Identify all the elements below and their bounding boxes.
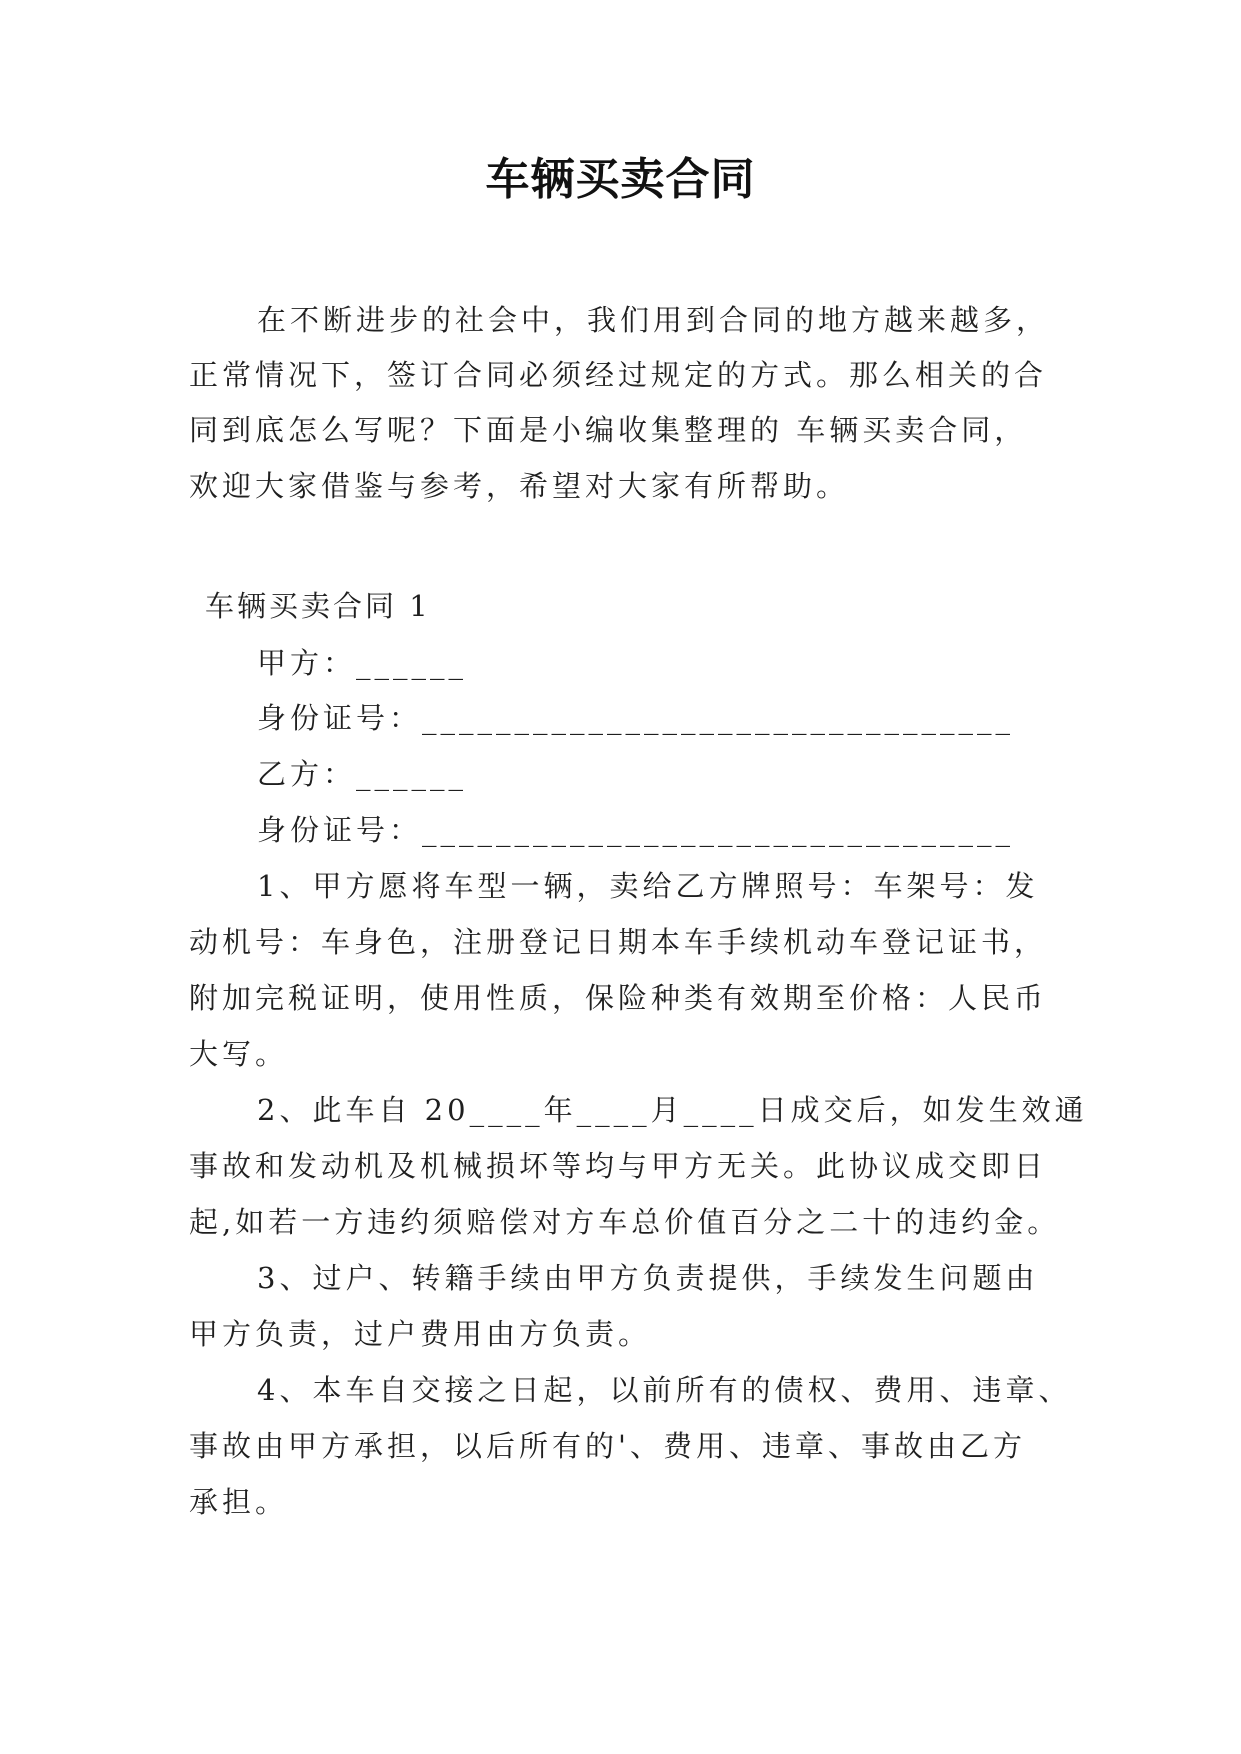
clause-3-line: 甲方负责，过户费用由方负责。 [189,1317,652,1351]
document-title: 车辆买卖合同 [485,154,756,205]
intro-line: 正常情况下，签订合同必须经过规定的方式。那么相关的合 [189,358,1048,392]
party-b-id-field: 身份证号：________________________________ [257,813,1015,847]
clause-3-line: 3、过户、转籍手续由甲方负责提供，手续发生问题由 [257,1261,1039,1295]
clause-2-line: 起,如若一方违约须赔偿对方车总价值百分之二十的违约金。 [189,1205,1061,1239]
clause-4-line: 4、本车自交接之日起，以前所有的债权、费用、违章、 [257,1373,1072,1407]
clause-1-line: 1、甲方愿将车型一辆，卖给乙方牌照号：车架号：发 [257,869,1039,903]
party-a-id-field: 身份证号：________________________________ [257,701,1015,735]
clause-4-line: 事故由甲方承担，以后所有的'、费用、违章、事故由乙方 [189,1429,1026,1463]
clause-2-line: 事故和发动机及机械损坏等均与甲方无关。此协议成交即日 [189,1149,1048,1183]
intro-line: 在不断进步的社会中，我们用到合同的地方越来越多， [257,303,1050,337]
party-b-field: 乙方：______ [257,757,468,791]
intro-line: 同到底怎么写呢？下面是小编收集整理的 车辆买卖合同， [189,413,1028,447]
clause-2-line: 2、此车自 20____年____月____日成交后，如发生效通 [257,1093,1088,1127]
intro-line: 欢迎大家借鉴与参考，希望对大家有所帮助。 [189,469,850,503]
clause-4-line: 承担。 [189,1485,289,1519]
clause-1-line: 动机号：车身色，注册登记日期本车手续机动车登记证书， [189,925,1048,959]
clause-1-line: 附加完税证明，使用性质，保险种类有效期至价格：人民币 [189,981,1048,1015]
clause-1-line: 大写。 [189,1037,289,1071]
party-a-field: 甲方：______ [257,646,468,680]
section-heading: 车辆买卖合同 1 [205,589,431,623]
